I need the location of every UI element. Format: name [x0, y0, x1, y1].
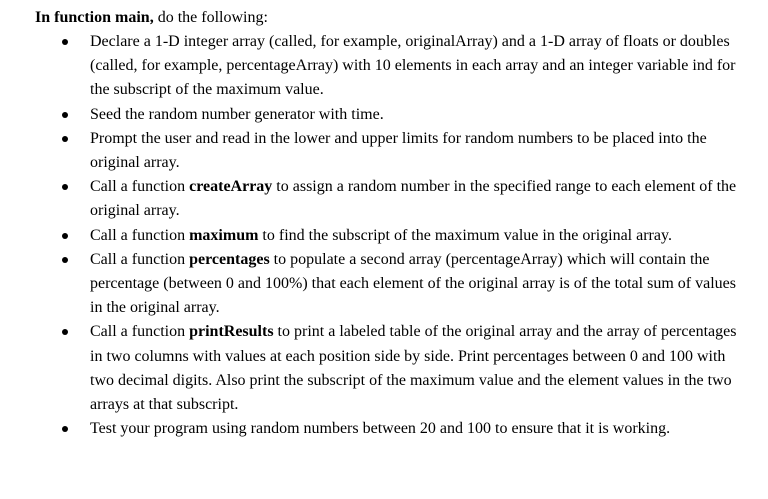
list-item-text: Call a function createArray to assign a random number in the specified range to each element of the original array. — [90, 178, 737, 220]
bullet-icon — [62, 426, 68, 432]
list-item-text: Call a function printResults to print a labeled table of the original array and the array of percentages in two columns with values at each position side by side. Print percentages between 0 and 100 with two decimal digits. Also print the subscript of the maximum value and the element values in the two arrays at that subscript. — [90, 323, 737, 414]
bullet-icon — [62, 257, 68, 263]
list-item — [0, 175, 745, 223]
instruction-list — [0, 30, 768, 441]
intro-bold: In function main, — [35, 9, 154, 26]
list-item-text: Call a function maximum to find the subscript of the maximum value in the original array. — [90, 226, 672, 244]
list-item-text: Declare a 1-D integer array (called, for example, originalArray) and a 1-D array of floats or doubles (called, for example, percentageArray) with 10 elements in each array and an integer variable ind for the subscript of the maximum value. — [90, 33, 736, 99]
bullet-icon — [62, 233, 68, 239]
list-item — [0, 30, 745, 103]
list-item-text: Seed the random number generator with time. — [90, 105, 384, 123]
list-item — [0, 320, 745, 417]
intro-rest: do the following: — [153, 9, 268, 26]
list-item — [0, 417, 745, 441]
list-item — [0, 127, 745, 175]
list-item-text: Prompt the user and read in the lower and upper limits for random numbers to be placed into the original array. — [90, 129, 707, 172]
bullet-icon — [62, 136, 68, 142]
list-item — [0, 103, 745, 127]
list-item — [0, 248, 745, 321]
bullet-icon — [62, 184, 68, 190]
bullet-icon — [62, 112, 68, 118]
intro-line — [35, 6, 268, 30]
bullet-icon — [62, 39, 68, 45]
list-item-text: Call a function percentages to populate a second array (percentageArray) which will contain the percentage (between 0 and 100%) that each element of the original array is of the total sum of values in the original array. — [90, 250, 736, 317]
list-item — [0, 224, 745, 248]
bullet-icon — [62, 329, 68, 335]
list-item-text: Test your program using random numbers between 20 and 100 to ensure that it is working. — [90, 420, 671, 438]
